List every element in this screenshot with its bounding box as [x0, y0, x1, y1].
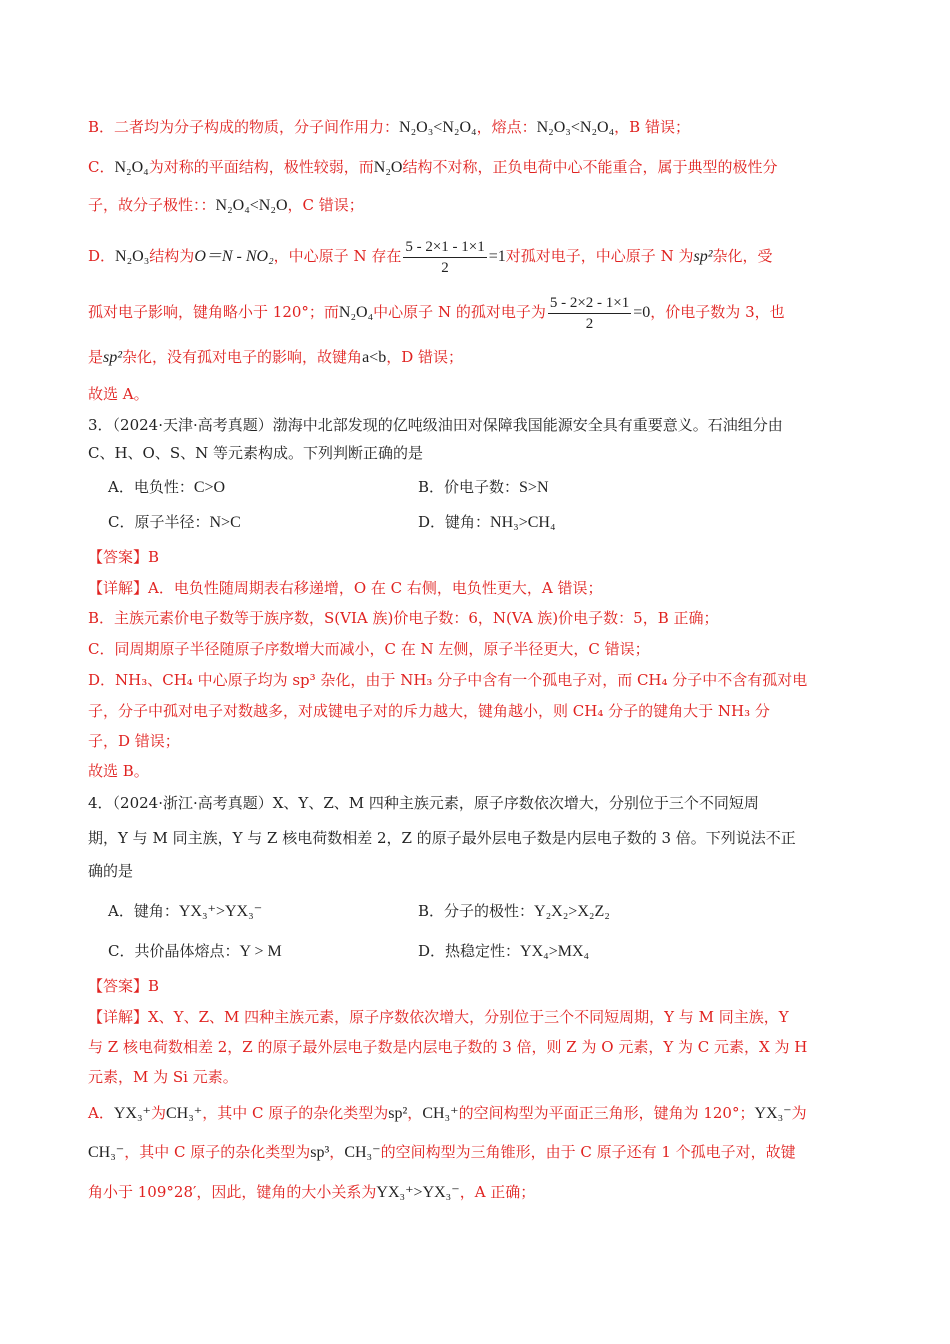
prev-explanation-c [88, 156, 777, 179]
option-label: B．价电子数： [418, 478, 520, 496]
text: 是 [88, 348, 104, 366]
q4-explanation-a-line3 [88, 1181, 535, 1204]
formula: O＝N - NO₂ [194, 248, 274, 265]
formula: NH₃>CH₄ [490, 514, 556, 531]
prev-selection: 故选 A。 [88, 385, 149, 403]
formula: YX₄>MX₄ [520, 943, 590, 960]
text: D． [88, 247, 116, 265]
text: B．二者均为分子构成的物质，分子间作用力： [88, 118, 400, 136]
fraction [548, 293, 631, 334]
text: A． [88, 1104, 114, 1122]
formula: CH₃⁺ [422, 1105, 459, 1122]
formula: YX₃⁺ [113, 1105, 151, 1122]
q4-explanation-3: 元素，M 为 Si 元素。 [88, 1068, 238, 1086]
text: 为 [150, 1104, 166, 1122]
q3-explanation-5: 子，分子中孤对电子对数越多，对成键电子对的斥力越大，键角越小，则 CH₄ 分子的键角大于 NH₃ 分 [88, 702, 770, 720]
q3-stem-line2: C、H、O、S、N 等元素构成。下列判断正确的是 [88, 444, 424, 462]
q3-answer: 【答案】B [88, 548, 160, 566]
text: 为 [791, 1104, 807, 1122]
formula: YX₃⁻ [754, 1105, 792, 1122]
formula: CH₃⁻ [344, 1144, 381, 1161]
text: 中心原子 N 的孤对电子为 [373, 303, 546, 321]
prev-explanation-c-line2 [88, 194, 364, 217]
formula: CH₃⁺ [166, 1105, 203, 1122]
formula: N₂O₃ [115, 248, 150, 265]
option-label: A．键角： [108, 902, 179, 920]
formula: sp² [103, 349, 123, 366]
prev-explanation-d-line2 [88, 292, 785, 334]
option-label: A．电负性： [108, 478, 194, 496]
formula: =0 [633, 304, 651, 321]
text: 结构为 [149, 247, 195, 265]
q4-explanation-2: 与 Z 核电荷数相差 2，Z 的原子最外层电子数是内层电子数的 3 倍，则 Z 为 O 元素，Y 为 C 元素，X 为 H [88, 1038, 808, 1056]
fraction-numerator: 5 - 2×1 - 1×1 [403, 237, 486, 258]
option-label: B．分子的极性： [418, 902, 535, 920]
q4-explanation-a-line2 [88, 1141, 796, 1164]
text: ，C 错误； [287, 196, 364, 214]
q3-explanation-3: C．同周期原子半径随原子序数增大而减小，C 在 N 左侧，原子半径更大，C 错误； [88, 640, 650, 658]
q3-option-c [108, 511, 241, 534]
text: 的空间构型为平面正三角形，键角为 120°； [458, 1104, 755, 1122]
formula: Y₂X₂>X₂Z₂ [534, 903, 610, 920]
q3-option-b [418, 476, 549, 499]
q4-option-a [108, 900, 262, 923]
fraction-numerator: 5 - 2×2 - 1×1 [548, 293, 631, 314]
formula: CH₃⁻ [88, 1144, 125, 1161]
fraction [403, 237, 486, 278]
text: 子，故分子极性：： [88, 196, 216, 214]
formula: =1 [488, 248, 506, 265]
prev-explanation-d [88, 236, 773, 278]
q4-explanation-a-line1 [88, 1102, 807, 1125]
text: ， [407, 1104, 423, 1122]
text: ， [329, 1143, 345, 1161]
q4-option-b [418, 900, 610, 923]
text: 杂化，受 [712, 247, 773, 265]
formula: YX₃⁺>YX₃⁻ [376, 1184, 460, 1201]
formula: sp² [388, 1105, 408, 1122]
q3-explanation-2: B．主族元素价电子数等于族序数，S(VIA 族)价电子数：6，N(VA 族)价电子数：5，B 正确； [88, 609, 719, 627]
text: ，价电子数为 3，也 [650, 303, 785, 321]
formula: N₂O₃<N₂O₄ [399, 119, 477, 136]
q4-stem-line3: 确的是 [88, 862, 134, 880]
text: ，A 正确； [459, 1183, 536, 1201]
fraction-denominator: 2 [585, 315, 594, 332]
text: 对孤对电子，中心原子 N 为 [505, 247, 694, 265]
q4-option-d [418, 940, 589, 963]
option-label: C．共价晶体熔点： [108, 942, 240, 960]
q3-explanation-6: 子，D 错误； [88, 732, 180, 750]
text: ，熔点： [476, 118, 537, 136]
option-label: D．热稳定性： [418, 942, 521, 960]
text: 为对称的平面结构，极性较弱，而 [148, 158, 374, 176]
text: 的空间构型为三角锥形，由于 C 原子还有 1 个孤电子对，故键 [380, 1143, 796, 1161]
formula: YX₃⁺>YX₃⁻ [178, 903, 263, 920]
formula: S>N [519, 479, 549, 496]
option-label: D．键角： [418, 513, 491, 531]
text: ，D 错误； [386, 348, 463, 366]
q3-selection: 故选 B。 [88, 762, 149, 780]
formula: N₂O₄ [114, 159, 149, 176]
formula: N₂O [373, 159, 403, 176]
q3-option-a [108, 476, 225, 499]
q3-stem-line1: 3．（2024·天津·高考真题）渤海中北部发现的亿吨级油田对保障我国能源安全具有重要意义。石油组分由 [88, 416, 783, 434]
q4-option-c [108, 940, 282, 963]
q4-stem-line1: 4．（2024·浙江·高考真题）X、Y、Z、M 四种主族元素，原子序数依次增大，分别位于三个不同短周 [88, 794, 759, 812]
q4-answer: 【答案】B [88, 977, 160, 995]
text: ，其中 C 原子的杂化类型为 [124, 1143, 311, 1161]
text: C． [88, 158, 115, 176]
prev-explanation-d-line3 [88, 346, 463, 369]
formula: a<b [362, 349, 387, 366]
formula: N₂O₄<N₂O [215, 197, 288, 214]
formula: C>O [193, 479, 226, 496]
text: 角小于 109°28′，因此，键角的大小关系为 [88, 1183, 377, 1201]
option-label: C．原子半径： [108, 513, 210, 531]
text: 孤对电子影响，键角略小于 120°；而 [88, 303, 339, 321]
text: ，B 错误； [614, 118, 690, 136]
q4-stem-line2: 期，Y 与 M 同主族，Y 与 Z 核电荷数相差 2，Z 的原子最外层电子数是内层电子数的 3 倍。下列说法不正 [88, 829, 796, 847]
text: ，中心原子 N 存在 [273, 247, 402, 265]
formula: N₂O₃<N₂O₄ [536, 119, 615, 136]
formula: N>C [209, 514, 241, 531]
formula: sp² [693, 248, 713, 265]
text: ，其中 C 原子的杂化类型为 [202, 1104, 389, 1122]
text: 杂化，没有孤对电子的影响，故键角 [122, 348, 363, 366]
q3-explanation-1: 【详解】A．电负性随周期表右移递增，O 在 C 右侧，电负性更大，A 错误； [88, 579, 603, 597]
q3-option-d [418, 511, 556, 534]
formula: N₂O₄ [338, 304, 374, 321]
fraction-denominator: 2 [441, 259, 449, 276]
prev-explanation-b [88, 116, 690, 139]
formula: sp³ [310, 1144, 330, 1161]
q4-explanation-1: 【详解】X、Y、Z、M 四种主族元素，原子序数依次增大，分别位于三个不同短周期，Y 与 M 同主族，Y [88, 1008, 789, 1026]
q3-explanation-4: D．NH₃、CH₄ 中心原子均为 sp³ 杂化，由于 NH₃ 分子中含有一个孤电子对，而 CH₄ 分子中不含有孤对电 [88, 671, 808, 689]
formula: Y > M [239, 943, 282, 960]
text: 结构不对称，正负电荷中心不能重合，属于典型的极性分 [402, 158, 778, 176]
